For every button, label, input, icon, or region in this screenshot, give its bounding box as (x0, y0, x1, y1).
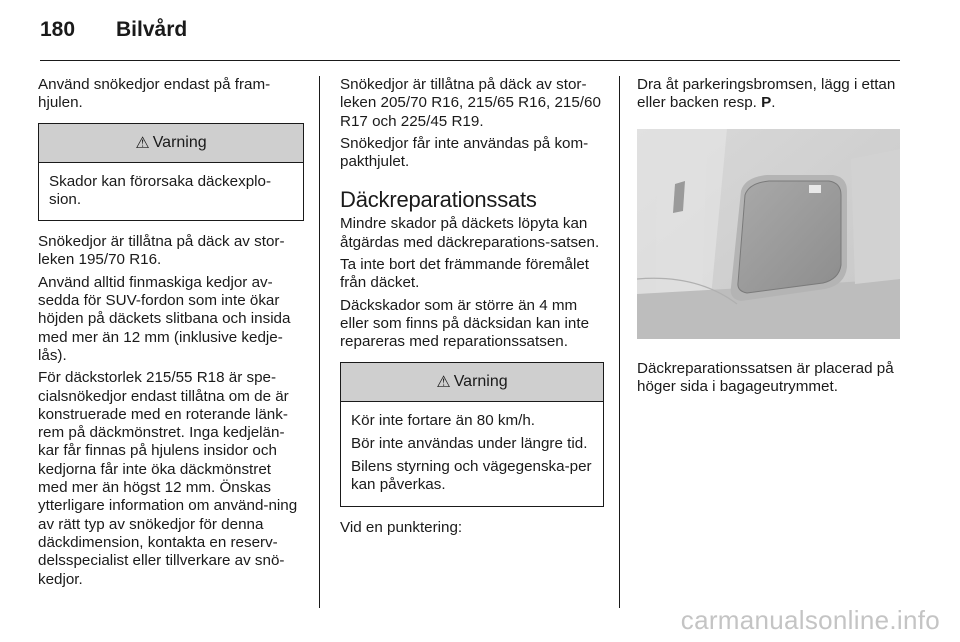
page-header (40, 18, 187, 42)
watermark: carmanualsonline.info (680, 605, 940, 635)
warning-triangle-icon: ⚠ (436, 373, 451, 391)
column-divider-1 (319, 76, 320, 608)
warning-triangle-icon: ⚠ (135, 134, 150, 152)
column-2 (340, 76, 604, 541)
paragraph: Vid en punktering: (340, 518, 463, 536)
page-number: 180 (40, 18, 76, 41)
paragraph: Använd alltid finmaskiga kedjor av-sedda för SUV-fordon som inte ökar höjden på däckets slitbana och insida med mer än 12 mm (inklusive kedje-lås). (38, 273, 291, 364)
warning-body (341, 402, 603, 506)
warning-item: Kör inte fortare än 80 km/h. (351, 411, 536, 429)
warning-item: Bilens styrning och vägegenska-per kan påverkas. (351, 458, 592, 494)
warning-title: Varning (453, 372, 508, 390)
paragraph: Mindre skador på däckets löpyta kan åtgärdas med däckreparations-satsen. (340, 215, 600, 251)
paragraph-text: Dra åt parkeringsbromsen, lägg i ettan eller backen resp. (637, 76, 896, 112)
paragraph: Använd snökedjor endast på fram-hjulen. (38, 76, 271, 112)
column-divider-2 (619, 76, 620, 608)
warning-box (38, 123, 304, 222)
paragraph: Snökedjor är tillåtna på däck av stor-leken 195/70 R16. (38, 233, 285, 269)
warning-box (340, 362, 604, 507)
paragraph: För däckstorlek 215/55 R18 är spe-cialsnökedjor endast tillåtna om de är konstruerade med en roterande länk-rem på däckmönstret. Inga kedjelän-kar får finnas på hjulens insidor och kedjorna får inte öka däckmönstret med mer än högst 12 mm. Önskas ytterligare information om använd-ning av rätt typ av snökedjor för denna däckdimension, kontakta en reserv-delsspecialist eller tillverkare av snö-kedjor. (38, 369, 298, 588)
warning-text: Skador kan förorsaka däckexplo-sion. (49, 172, 272, 208)
warning-header (39, 124, 303, 163)
column-1 (38, 76, 304, 593)
image-caption: Däckreparationssatsen är placerad på höger sida i bagageutrymmet. (637, 359, 894, 395)
gear-key: P (761, 94, 772, 112)
paragraph: Snökedjor är tillåtna på däck av stor-leken 205/70 R16, 215/65 R16, 215/60 R17 och 225/45 R19. (340, 76, 601, 130)
warning-header (341, 363, 603, 402)
paragraph: Däckskador som är större än 4 mm eller som finns på däcksidan kan inte repareras med reparationssatsen. (340, 296, 590, 351)
column-3 (637, 76, 902, 400)
section-title: Bilvård (116, 18, 188, 41)
warning-body (39, 163, 303, 221)
section-heading: Däckreparationssats (340, 187, 537, 213)
paragraph-end: . (771, 94, 776, 112)
paragraph: Snökedjor får inte användas på kom-pakthjulet. (340, 134, 589, 171)
paragraph: Ta inte bort det främmande föremålet från däcket. (340, 256, 590, 292)
trunk-photo (637, 129, 900, 339)
warning-title: Varning (152, 133, 207, 151)
header-rule (40, 60, 900, 61)
paragraph (637, 76, 902, 113)
warning-item: Bör inte användas under längre tid. (351, 434, 588, 452)
